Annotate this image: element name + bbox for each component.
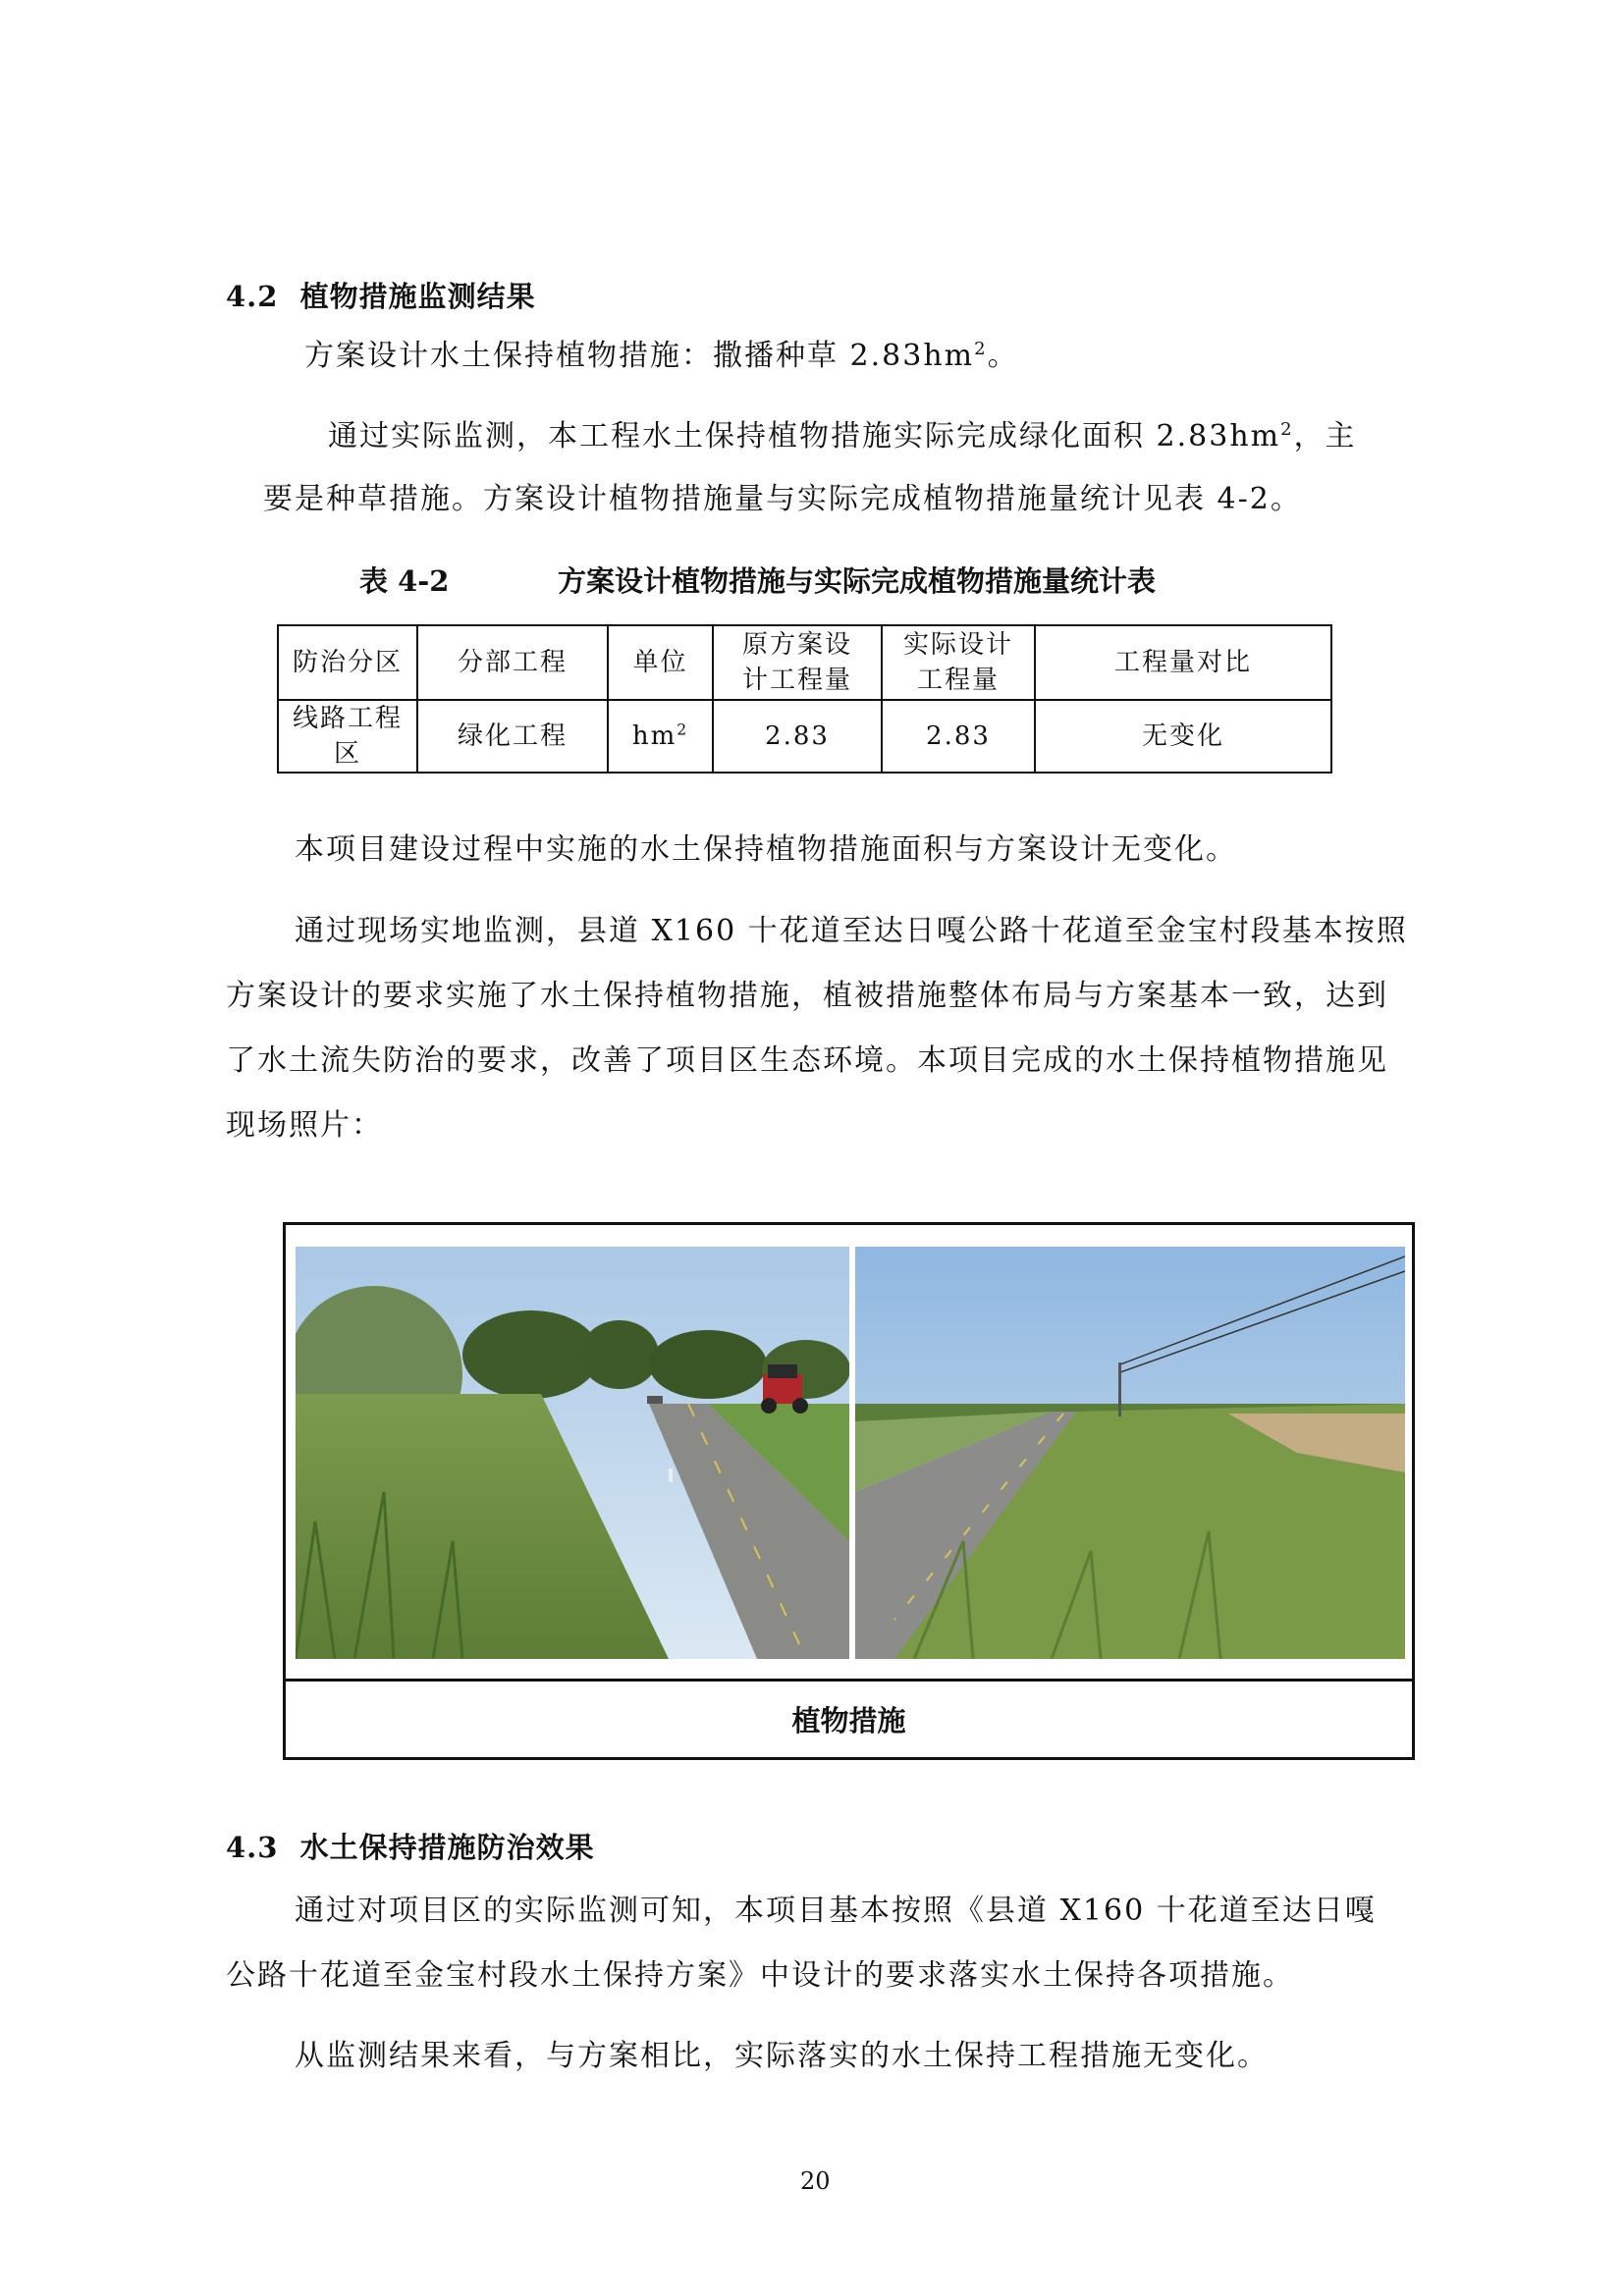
paragraph-effect-line1: 通过对项目区的实际监测可知，本项目基本按照《县道 X160 十花道至达日嘎 <box>295 1894 1377 1928</box>
section-heading-4-3 <box>226 1826 595 1866</box>
zone-line: 区 <box>333 739 361 769</box>
section-title: 水土保持措施防治效果 <box>299 1831 595 1864</box>
work-cell: 绿化工程 <box>417 700 608 773</box>
table-row <box>278 700 1331 773</box>
header-cell: 单位 <box>608 625 713 700</box>
header-cell: 分部工程 <box>417 625 608 700</box>
actual-cell: 2.83 <box>882 700 1035 773</box>
photo-frame <box>283 1222 1415 1760</box>
unit-base: hm <box>631 721 677 751</box>
paragraph-design-measure <box>304 324 1019 389</box>
header-cell <box>713 625 882 700</box>
roadside-grass-powerline-photo <box>855 1247 1405 1659</box>
header-line: 计工程量 <box>741 666 852 695</box>
paragraph-no-change: 本项目建设过程中实施的水土保持植物措施面积与方案设计无变化。 <box>295 832 1237 867</box>
header-line: 实际设计 <box>902 630 1013 660</box>
paragraph-text: 通过实际监测，本工程水土保持植物措施实际完成绿化面积 2.83hm <box>328 419 1281 454</box>
section-heading-4-2 <box>226 275 536 315</box>
photo-caption: 植物措施 <box>791 1704 906 1737</box>
paragraph-monitoring-line2 <box>263 467 1302 532</box>
section-number: 4.2 <box>226 280 279 313</box>
section-number: 4.3 <box>226 1831 279 1864</box>
paragraph-effect-summary: 从监测结果来看，与方案相比，实际落实的水土保持工程措施无变化。 <box>295 2039 1269 2073</box>
header-line: 工程量 <box>916 666 1000 695</box>
header-cell <box>882 625 1035 700</box>
paragraph-monitoring-line1 <box>328 404 1357 469</box>
measure-table <box>277 624 1332 774</box>
section-title: 植物措施监测结果 <box>299 280 536 313</box>
compare-cell: 无变化 <box>1035 700 1331 773</box>
zone-line: 线路工程 <box>292 704 403 733</box>
paragraph-text: 方案设计水土保持植物措施：撒播种草 2.83hm <box>304 339 975 373</box>
paragraph-field-line3: 了水土流失防治的要求，改善了项目区生态环境。本项目完成的水土保持植物措施见 <box>226 1043 1388 1078</box>
paragraph-text: 。 <box>987 339 1019 373</box>
unit-sup: 2 <box>677 721 689 739</box>
unit-cell <box>608 700 713 773</box>
table-header-row <box>278 625 1331 700</box>
zone-cell <box>278 700 417 773</box>
header-cell: 防治分区 <box>278 625 417 700</box>
paragraph-field-line1: 通过现场实地监测，县道 X160 十花道至达日嘎公路十花道至金宝村段基本按照 <box>295 914 1408 948</box>
paragraph-text: ，主 <box>1293 419 1357 454</box>
paragraph-effect-line2: 公路十花道至金宝村段水土保持方案》中设计的要求落实水土保持各项措施。 <box>226 1958 1294 1993</box>
page-number: 20 <box>800 2167 831 2195</box>
header-line: 原方案设 <box>741 630 852 660</box>
paragraph-field-line4: 现场照片： <box>226 1108 383 1143</box>
table-caption-number: 表 4-2 <box>359 564 450 598</box>
paragraph-text: 要是种草措施。方案设计植物措施量与实际完成植物措施量统计见表 4-2。 <box>263 482 1302 516</box>
photo-caption-row <box>286 1679 1412 1757</box>
header-cell: 工程量对比 <box>1035 625 1331 700</box>
superscript: 2 <box>974 339 988 359</box>
planned-cell: 2.83 <box>713 700 882 773</box>
table-caption-title: 方案设计植物措施与实际完成植物措施量统计表 <box>558 564 1157 598</box>
roadside-grass-with-tractor-photo <box>296 1247 849 1659</box>
paragraph-field-line2: 方案设计的要求实施了水土保持植物措施，植被措施整体布局与方案基本一致，达到 <box>226 979 1388 1013</box>
superscript: 2 <box>1280 419 1294 440</box>
